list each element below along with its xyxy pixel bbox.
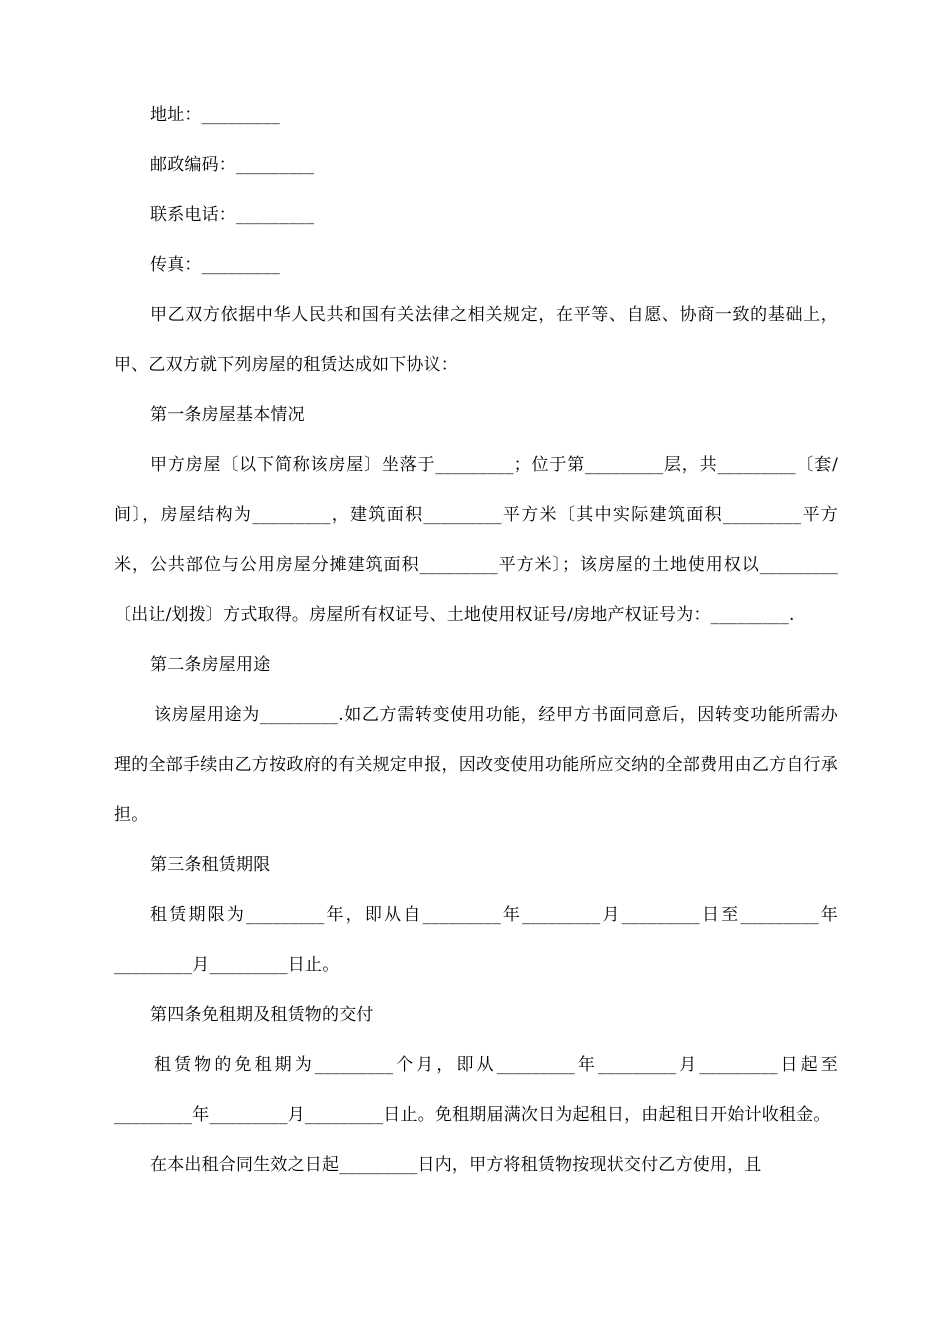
address-line: 地址：_________ — [150, 105, 280, 125]
postal-code-line: 邮政编码：_________ — [150, 155, 315, 175]
article-4-title: 第四条免租期及租赁物的交付 — [150, 1005, 374, 1025]
article-1-body: 甲方房屋〔以下简称该房屋〕坐落于_________；位于第_________层，共_________〔套/间〕，房屋结构为_________，建筑面积_________平方米〔其中实际建筑面积_________平方米，公共部位与公用房屋分摊建筑面积_________平方米〕；该房屋的土地使用权以_________〔出让/划拨〕方式取得。房屋所有权证号、土地使用权证号/房地产权证号为：_________. — [114, 455, 838, 625]
preamble-paragraph: 甲乙双方依据中华人民共和国有关法律之相关规定，在平等、自愿、协商一致的基础上，甲、乙双方就下列房屋的租赁达成如下协议： — [114, 305, 838, 375]
article-3-body: 租赁期限为_________年，即从自_________年_________月_________日至_________年_________月_________日止。 — [114, 905, 838, 975]
fax-line: 传真：_________ — [150, 255, 280, 275]
article-4-body-1: 租赁物的免租期为_________个月，即从_________年_________月_________日起至_________年_________月_________日止。免租期届满次日为起租日，由起租日开始计收租金。 — [114, 1055, 838, 1125]
article-2-title: 第二条房屋用途 — [150, 655, 271, 675]
article-1-title: 第一条房屋基本情况 — [150, 405, 305, 425]
article-4-body-2: 在本出租合同生效之日起_________日内，甲方将租赁物按现状交付乙方使用，且 — [150, 1155, 762, 1175]
article-2-body: 该房屋用途为_________.如乙方需转变使用功能，经甲方书面同意后，因转变功能所需办理的全部手续由乙方按政府的有关规定申报，因改变使用功能所应交纳的全部费用由乙方自行承担。 — [114, 705, 838, 825]
document-body — [114, 90, 838, 1190]
article-3-title: 第三条租赁期限 — [150, 855, 271, 875]
phone-line: 联系电话：_________ — [150, 205, 315, 225]
